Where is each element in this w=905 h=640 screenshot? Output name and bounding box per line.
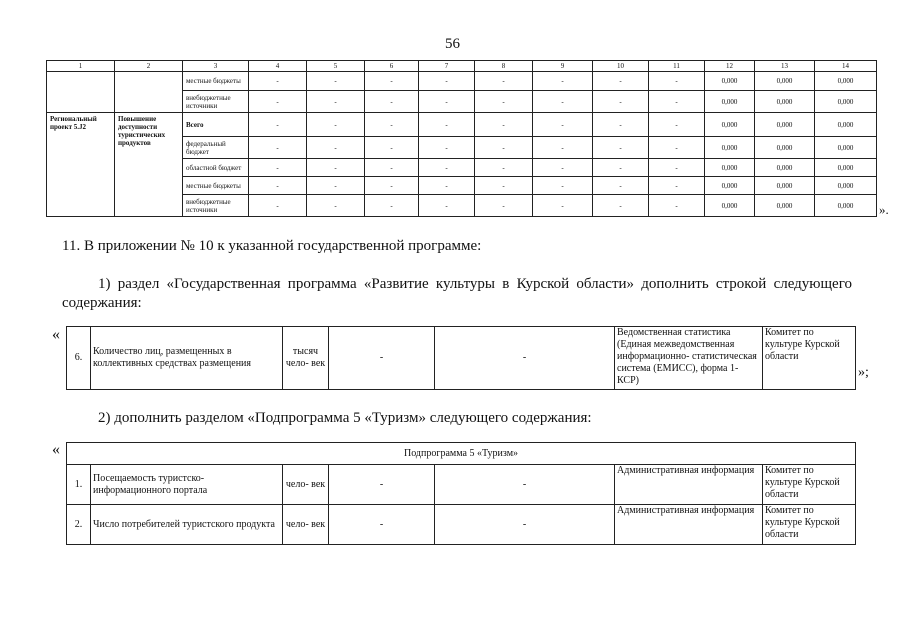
unit: тысяч чело- век bbox=[283, 327, 329, 390]
table-row: внебюджетные источники - - - - - - - - 0,000 0,000 0,000 bbox=[47, 195, 877, 217]
indicator-name: Число потребителей туристского продукта bbox=[91, 505, 283, 545]
funding-source: Всего bbox=[183, 113, 249, 137]
budget-table bbox=[46, 60, 877, 217]
paragraph-1: 1) раздел «Государственная программа «Развитие культуры в Курской области» дополнить строкой следующего содержания: bbox=[62, 276, 852, 311]
col-header: 10 bbox=[593, 61, 649, 72]
project-cell: Региональный проект 5.J2 bbox=[47, 113, 115, 217]
data-source: Ведомственная статистика (Единая межведомственная информационно- статистическая система (ЕМИСС), форма 1-КСР) bbox=[615, 327, 763, 390]
closing-quote: ». bbox=[879, 202, 889, 217]
subprogram-title: Подпрограмма 5 «Туризм» bbox=[67, 443, 856, 465]
table-header-row bbox=[47, 61, 877, 72]
subprogram-table bbox=[66, 442, 856, 545]
table-header-row bbox=[67, 443, 856, 465]
closing-quote: »; bbox=[858, 365, 869, 380]
col-header: 12 bbox=[705, 61, 755, 72]
table-row: местные бюджеты - - - - - - - - 0,000 0,000 0,000 bbox=[47, 177, 877, 195]
indicator-name: Количество лиц, размещенных в коллективных средствах размещения bbox=[91, 327, 283, 390]
responsible: Комитет по культуре Курской области bbox=[763, 505, 856, 545]
funding-source: областной бюджет bbox=[183, 159, 249, 177]
funding-source: внебюджетные источники bbox=[183, 91, 249, 113]
col-header: 8 bbox=[475, 61, 533, 72]
data-source: Административная информация bbox=[615, 465, 763, 505]
funding-source: внебюджетные источники bbox=[183, 195, 249, 217]
page-number: 56 bbox=[445, 36, 460, 52]
table-row: Региональный проект 5.J2 Повышение доступности туристических продуктов Всего - - - - - - - - 0,000 0,000 0,000 bbox=[47, 113, 877, 137]
col-header: 13 bbox=[755, 61, 815, 72]
funding-source: местные бюджеты bbox=[183, 177, 249, 195]
open-quote: « bbox=[52, 441, 60, 458]
col-header: 1 bbox=[47, 61, 115, 72]
col-header: 5 bbox=[307, 61, 365, 72]
paragraph-2: 2) дополнить разделом «Подпрограмма 5 «Туризм» следующего содержания: bbox=[98, 410, 592, 426]
funding-source: местные бюджеты bbox=[183, 72, 249, 91]
paragraph-11: 11. В приложении № 10 к указанной государственной программе: bbox=[62, 238, 482, 254]
responsible: Комитет по культуре Курской области bbox=[763, 465, 856, 505]
table-row: федеральный бюджет - - - - - - - - 0,000 0,000 0,000 bbox=[47, 137, 877, 159]
data-source: Административная информация bbox=[615, 505, 763, 545]
table-row: 1. Посещаемость туристско- информационного портала чело- век - - Административная информация Комитет по культуре Курской области bbox=[67, 465, 856, 505]
col-header: 11 bbox=[649, 61, 705, 72]
indicator-table bbox=[66, 326, 856, 390]
col-header: 4 bbox=[249, 61, 307, 72]
unit: чело- век bbox=[283, 465, 329, 505]
row-number: 6. bbox=[67, 327, 91, 390]
table-row: местные бюджеты - - - - - - - - 0,000 0,000 0,000 bbox=[47, 72, 877, 91]
table-row: 6. Количество лиц, размещенных в коллективных средствах размещения тысяч чело- век - - Ведомственная статистика (Единая межведомственная информационно- статистическая система (ЕМИСС), форма 1-КСР) Комитет по культуре Курской области bbox=[67, 327, 856, 390]
col-header: 7 bbox=[419, 61, 475, 72]
row-number: 1. bbox=[67, 465, 91, 505]
table-row: внебюджетные источники - - - - - - - - 0,000 0,000 0,000 bbox=[47, 91, 877, 113]
responsible: Комитет по культуре Курской области bbox=[763, 327, 856, 390]
funding-source: федеральный бюджет bbox=[183, 137, 249, 159]
col-header: 3 bbox=[183, 61, 249, 72]
table-row: областной бюджет - - - - - - - - 0,000 0,000 0,000 bbox=[47, 159, 877, 177]
open-quote: « bbox=[52, 326, 60, 343]
table-row: 2. Число потребителей туристского продукта чело- век - - Административная информация Комитет по культуре Курской области bbox=[67, 505, 856, 545]
col-header: 2 bbox=[115, 61, 183, 72]
col-header: 9 bbox=[533, 61, 593, 72]
row-number: 2. bbox=[67, 505, 91, 545]
col-header: 14 bbox=[815, 61, 877, 72]
unit: чело- век bbox=[283, 505, 329, 545]
indicator-name: Посещаемость туристско- информационного портала bbox=[91, 465, 283, 505]
col-header: 6 bbox=[365, 61, 419, 72]
event-cell: Повышение доступности туристических продуктов bbox=[115, 113, 183, 217]
